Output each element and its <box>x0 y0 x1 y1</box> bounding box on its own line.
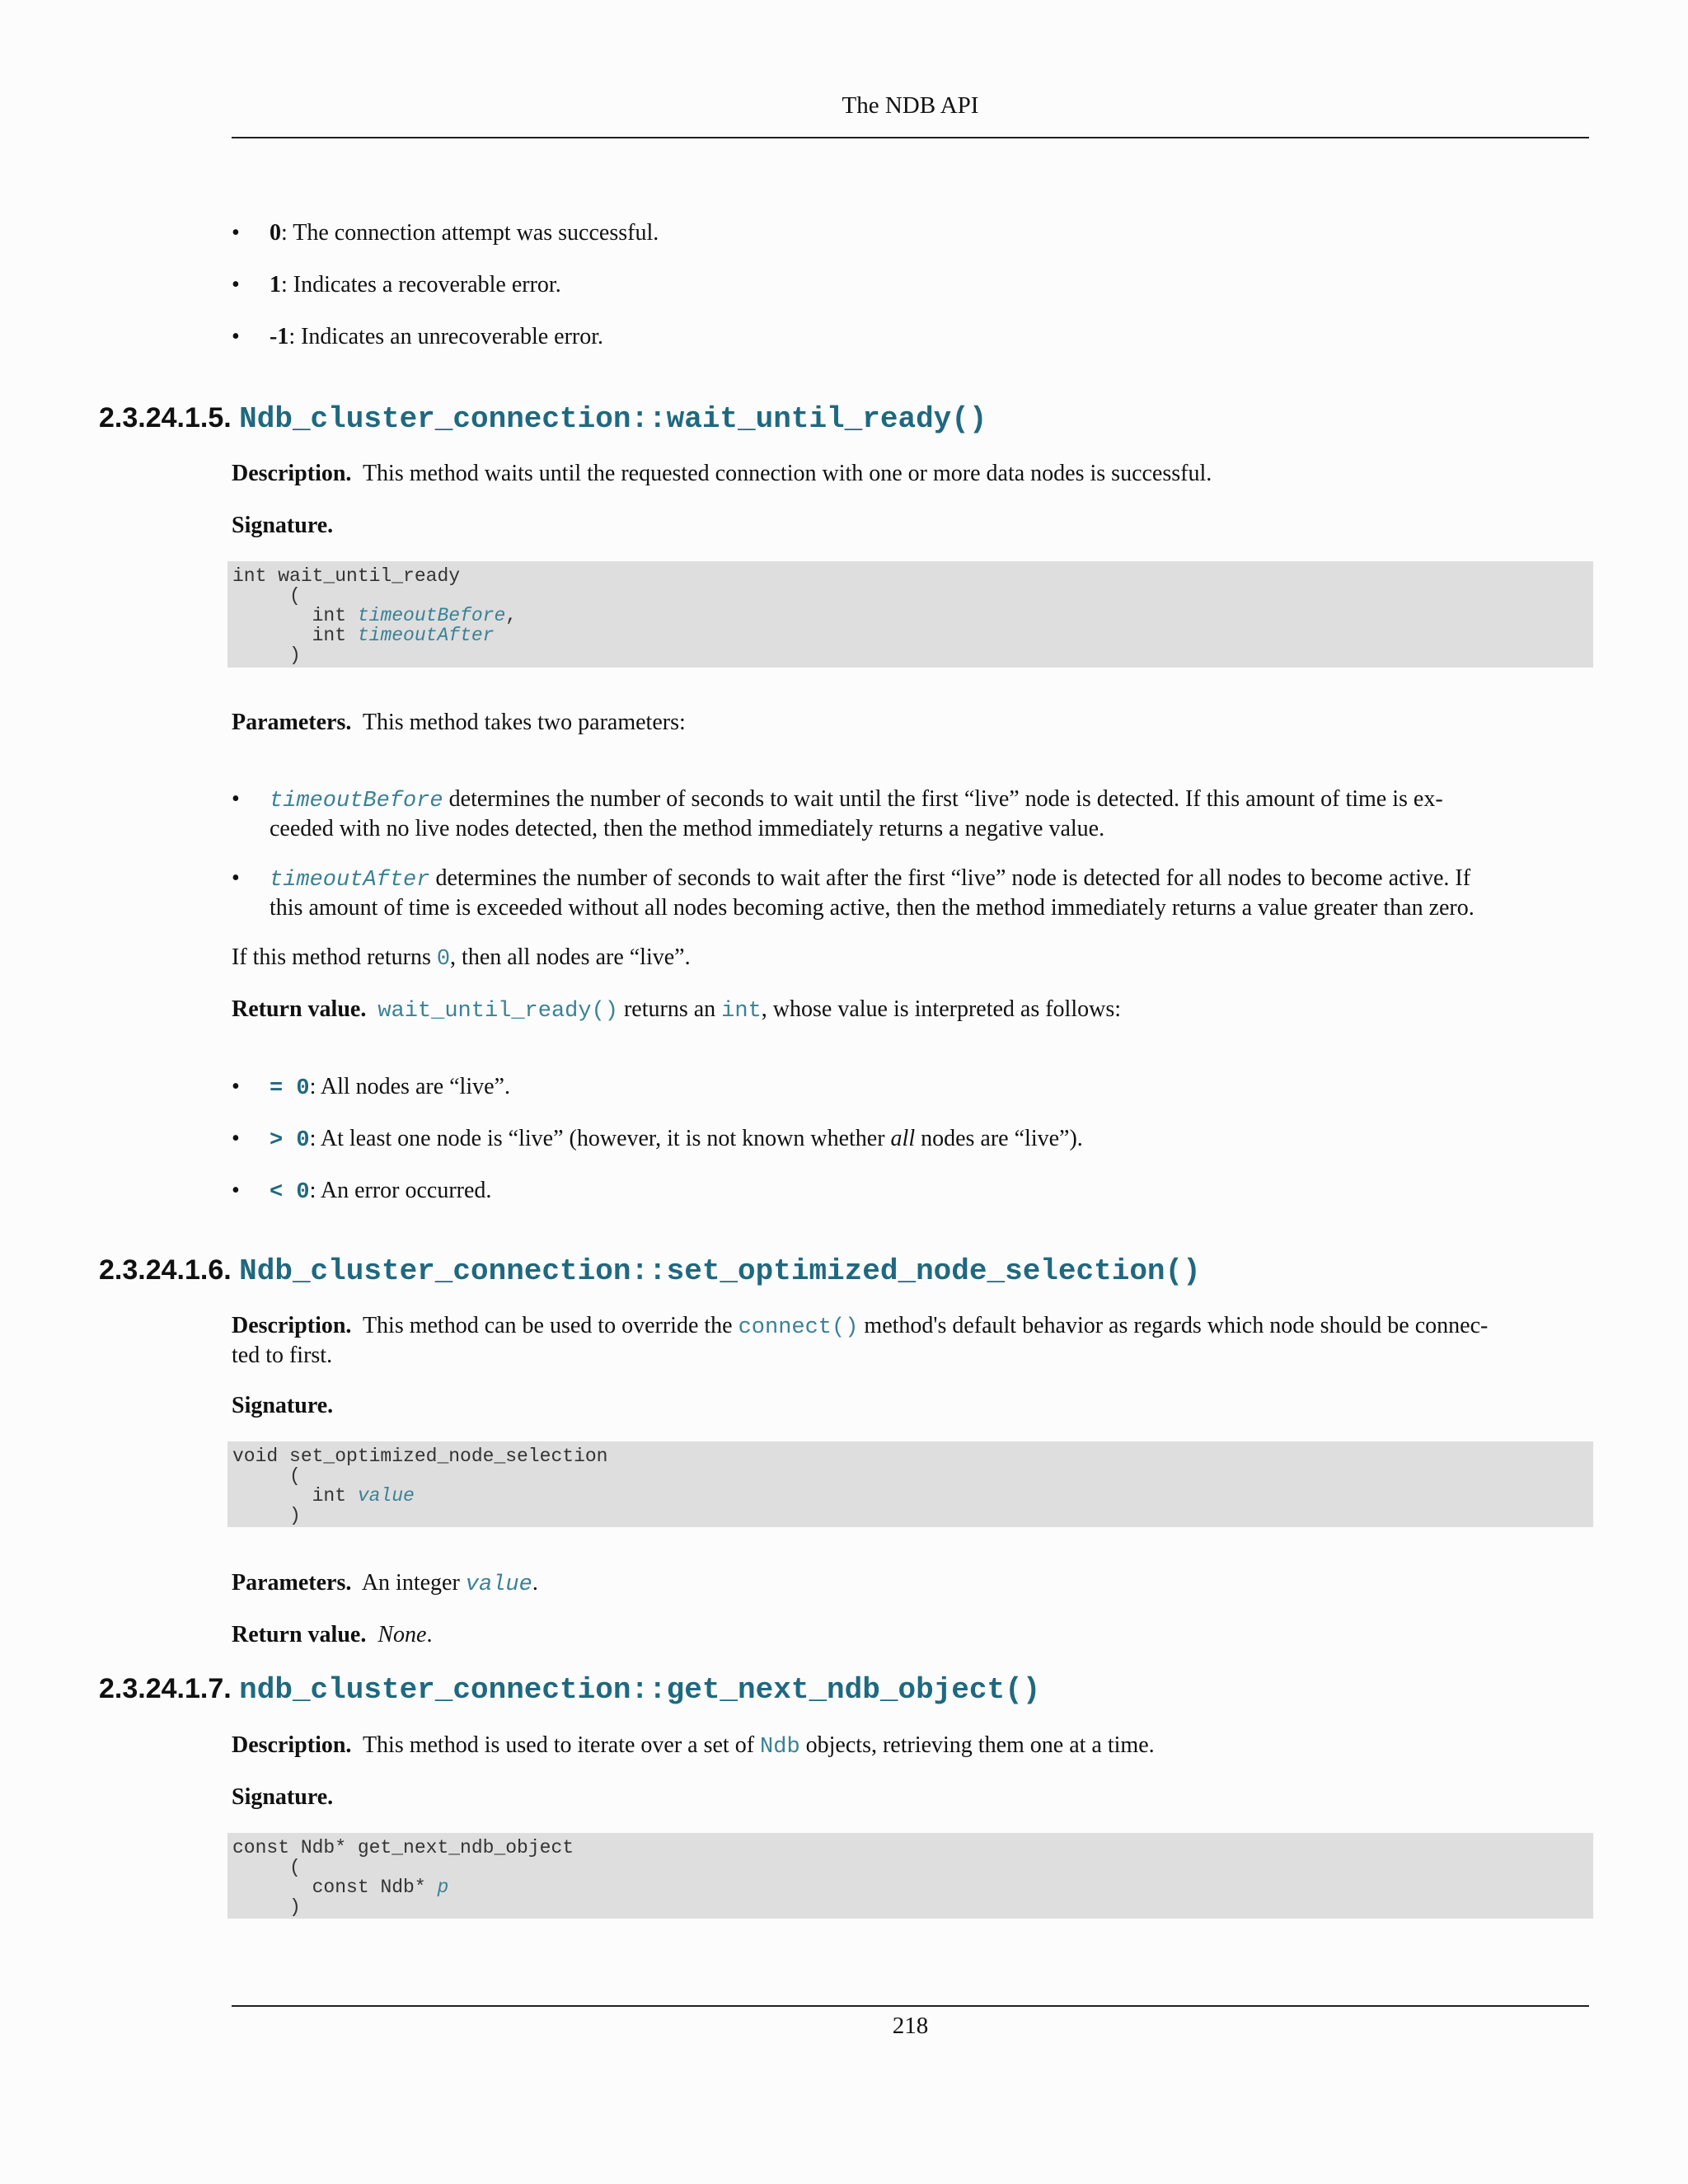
note-text: If this method returns <box>232 944 437 970</box>
description-label: Description. <box>232 1732 352 1758</box>
inline-code-link[interactable]: wait_until_ready() <box>377 999 618 1024</box>
parameters-label: Parameters. <box>232 710 352 735</box>
page-number: 218 <box>892 2013 929 2039</box>
param-name: value <box>465 1572 532 1597</box>
return-label: Return value. <box>232 1622 367 1647</box>
list-item-text: this amount of time is exceeded without all nodes becoming active, then the method immediately returns a value greater than zero. <box>270 895 1475 921</box>
return-condition: = 0 <box>270 1076 310 1101</box>
code-type: const Ndb* <box>312 1877 438 1898</box>
section-number: 2.3.24.1.6. <box>99 1254 232 1286</box>
param-name: timeoutBefore <box>270 789 443 813</box>
signature-label <box>232 512 333 540</box>
code-block <box>227 1833 1593 1919</box>
section-number: 2.3.24.1.7. <box>99 1673 232 1704</box>
bullet-icon: • <box>232 324 240 349</box>
code-param: timeoutBefore <box>357 605 506 626</box>
signature-label <box>232 1783 333 1811</box>
description-text: objects, retrieving them one at a time. <box>799 1732 1155 1758</box>
code-line: const Ndb* get_next_ndb_object <box>232 1837 574 1858</box>
return-text: . <box>426 1622 433 1647</box>
return-condition: < 0 <box>270 1180 310 1205</box>
code-type: int <box>312 625 358 646</box>
signature-label-text: Signature. <box>232 1784 334 1810</box>
inline-code-link[interactable]: Ndb <box>760 1735 800 1760</box>
code-block <box>227 561 1593 668</box>
section-heading <box>99 1254 1201 1288</box>
code-line: void set_optimized_node_selection <box>232 1446 608 1467</box>
list-item-text: determines the number of seconds to wait after the first “live” node is detected for all nodes to become active. If <box>429 865 1471 891</box>
section-heading <box>99 1672 1040 1707</box>
return-text: returns an <box>617 996 722 1022</box>
code-block <box>227 1441 1593 1527</box>
code-type: int <box>312 1485 358 1507</box>
bullet-icon: • <box>232 272 240 298</box>
description-paragraph <box>232 1312 1592 1370</box>
bullet-icon: • <box>232 1126 240 1151</box>
description-label: Description. <box>232 1313 352 1338</box>
footer-rule <box>232 2005 1589 2007</box>
return-code-value: 1 <box>270 272 281 298</box>
list-item-text: : All nodes are “live”. <box>309 1074 510 1099</box>
return-code-value: -1 <box>270 324 289 349</box>
param-name: timeoutAfter <box>270 868 430 893</box>
return-label: Return value. <box>232 996 367 1022</box>
list-item-text: ceeded with no live nodes detected, then the method immediately returns a negative value. <box>270 816 1105 841</box>
bullet-icon: • <box>232 865 240 891</box>
section-title-link[interactable]: Ndb_cluster_connection::set_optimized_node_selection() <box>239 1254 1201 1288</box>
bullet-icon: • <box>232 1178 240 1203</box>
list-item-text: : An error occurred. <box>309 1178 492 1203</box>
page-header-title: The NDB API <box>842 92 979 119</box>
signature-label-text: Signature. <box>232 513 334 538</box>
list-item-text: nodes are “live”). <box>915 1126 1083 1151</box>
code-line: ) <box>289 1896 301 1918</box>
description-text: This method waits until the requested connection with one or more data nodes is successful. <box>362 461 1212 486</box>
code-param: p <box>437 1877 449 1898</box>
return-value-paragraph <box>232 1621 432 1649</box>
description-text: This method is used to iterate over a set of <box>362 1732 761 1758</box>
code-sep: , <box>505 605 518 626</box>
return-condition: > 0 <box>270 1128 310 1153</box>
emphasis-text: all <box>890 1126 916 1151</box>
signature-label-text: Signature. <box>232 1393 334 1418</box>
parameters-paragraph <box>232 709 686 737</box>
parameters-label: Parameters. <box>232 1570 352 1596</box>
list-item-text: : The connection attempt was successful. <box>281 220 659 246</box>
code-line: ) <box>289 1505 301 1526</box>
note-text: , then all nodes are “live”. <box>450 944 691 970</box>
parameters-paragraph <box>232 1569 538 1599</box>
code-line: ( <box>289 1857 301 1878</box>
description-paragraph <box>232 460 1212 488</box>
description-paragraph <box>232 1732 1155 1761</box>
inline-code-link[interactable]: connect() <box>738 1315 859 1340</box>
section-title-link[interactable]: Ndb_cluster_connection::wait_until_ready() <box>239 402 987 436</box>
list-item-text: : Indicates an unrecoverable error. <box>288 324 604 349</box>
bullet-icon: • <box>232 1074 240 1099</box>
description-label: Description. <box>232 461 352 486</box>
section-title-link[interactable]: ndb_cluster_connection::get_next_ndb_object() <box>239 1673 1041 1707</box>
parameters-text: An integer <box>361 1570 466 1596</box>
code-line: ) <box>289 644 301 666</box>
parameters-text: . <box>532 1570 538 1596</box>
signature-label <box>232 1392 333 1420</box>
parameters-text: This method takes two parameters: <box>362 710 686 735</box>
description-text: ted to first. <box>232 1343 333 1368</box>
list-item-text: : At least one node is “live” (however, it is not known whether <box>309 1126 891 1151</box>
description-text: method's default behavior as regards which node should be connec- <box>858 1313 1489 1338</box>
inline-code: 0 <box>436 947 451 972</box>
bullet-icon: • <box>232 220 240 246</box>
return-text: None <box>377 1622 427 1647</box>
code-line: ( <box>289 585 301 607</box>
bullet-icon: • <box>232 786 240 812</box>
list-item-text: : Indicates a recoverable error. <box>281 272 561 298</box>
inline-code: int <box>721 999 762 1024</box>
code-param: value <box>357 1485 415 1507</box>
return-value-paragraph <box>232 996 1121 1025</box>
description-text: This method can be used to override the <box>362 1313 738 1338</box>
code-line: int wait_until_ready <box>232 565 461 587</box>
section-heading <box>99 401 987 436</box>
code-type: int <box>312 605 358 626</box>
header-rule <box>232 137 1589 138</box>
return-text: , whose value is interpreted as follows: <box>761 996 1122 1022</box>
code-param: timeoutAfter <box>357 625 495 646</box>
return-code-value: 0 <box>270 220 281 246</box>
code-line: ( <box>289 1465 301 1487</box>
section-number: 2.3.24.1.5. <box>99 402 232 434</box>
list-item-text: determines the number of seconds to wait until the first “live” node is detected. If this amount of time is ex- <box>443 786 1443 812</box>
returns-note <box>232 944 691 973</box>
